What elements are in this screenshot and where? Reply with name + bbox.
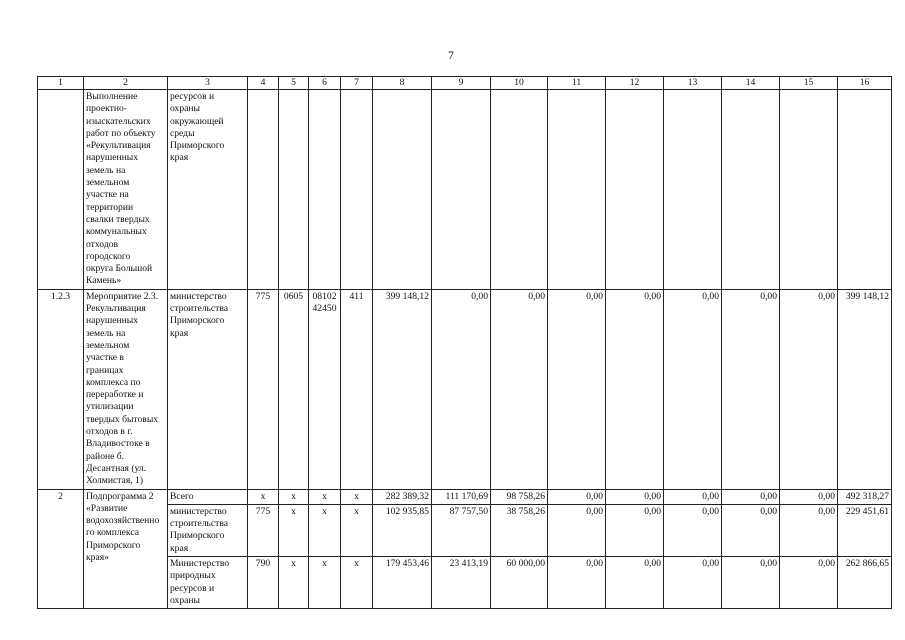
cell-empty xyxy=(341,90,373,290)
col-header-11: 11 xyxy=(548,77,606,90)
col-header-16: 16 xyxy=(838,77,892,90)
cell-amount-8: 282 389,32 xyxy=(373,489,432,504)
cell-amount-12: 0,00 xyxy=(606,289,664,489)
table-row-2-total xyxy=(38,489,892,504)
cell-amount-8: 102 935,85 xyxy=(373,504,432,556)
page-number: 7 xyxy=(448,48,454,62)
cell-section: х xyxy=(279,556,309,608)
col-header-15: 15 xyxy=(780,77,838,90)
col-header-12: 12 xyxy=(606,77,664,90)
col-header-13: 13 xyxy=(664,77,722,90)
col-header-2: 2 xyxy=(84,77,168,90)
col-header-7: 7 xyxy=(341,77,373,90)
cell-amount-15: 0,00 xyxy=(780,289,838,489)
cell-amount-15: 0,00 xyxy=(780,504,838,556)
column-number-row xyxy=(38,77,892,90)
cell-grbs: х xyxy=(248,489,279,504)
cell-empty xyxy=(780,90,838,290)
cell-grbs: 790 xyxy=(248,556,279,608)
cell-grbs: 775 xyxy=(248,504,279,556)
cell-amount-9: 111 170,69 xyxy=(432,489,491,504)
cell-amount-9: 0,00 xyxy=(432,289,491,489)
cell-empty xyxy=(722,90,780,290)
cell-section: х xyxy=(279,504,309,556)
cell-section: 0605 xyxy=(279,289,309,489)
cell-amount-14: 0,00 xyxy=(722,289,780,489)
cell-empty xyxy=(373,90,432,290)
cell-amount-12: 0,00 xyxy=(606,489,664,504)
cell-empty xyxy=(838,90,892,290)
col-header-6: 6 xyxy=(309,77,341,90)
cell-expense-type: 411 xyxy=(341,289,373,489)
cell-amount-14: 0,00 xyxy=(722,504,780,556)
cell-expense-type: х xyxy=(341,489,373,504)
cell-empty xyxy=(279,90,309,290)
cell-amount-15: 0,00 xyxy=(780,556,838,608)
cell-executor: ресурсов и охраны окружающей среды Приморского края xyxy=(168,90,248,290)
cell-amount-16: 229 451,61 xyxy=(838,504,892,556)
cell-amount-14: 0,00 xyxy=(722,489,780,504)
cell-amount-8: 399 148,12 xyxy=(373,289,432,489)
col-header-10: 10 xyxy=(491,77,548,90)
cell-amount-14: 0,00 xyxy=(722,556,780,608)
cell-amount-10: 0,00 xyxy=(491,289,548,489)
cell-empty xyxy=(309,90,341,290)
cell-amount-11: 0,00 xyxy=(548,504,606,556)
table-row-1-2-3 xyxy=(38,289,892,489)
cell-amount-15: 0,00 xyxy=(780,489,838,504)
col-header-3: 3 xyxy=(168,77,248,90)
col-header-4: 4 xyxy=(248,77,279,90)
cell-amount-10: 98 758,26 xyxy=(491,489,548,504)
cell-empty xyxy=(664,90,722,290)
col-header-5: 5 xyxy=(279,77,309,90)
cell-target-article: х xyxy=(309,489,341,504)
cell-amount-12: 0,00 xyxy=(606,556,664,608)
cell-executor: Всего xyxy=(168,489,248,504)
cell-target-article: 08102 42450 xyxy=(309,289,341,489)
cell-amount-16: 399 148,12 xyxy=(838,289,892,489)
cell-amount-16: 262 866,65 xyxy=(838,556,892,608)
cell-measure-name: Мероприятие 2.3. Рекультивация нарушенных земель на земельном участке в границах комплекса по переработке и утилизации твердых бытовых отходов в г. Владивостоке в районе б. Десантная (ул. Холмистая, 1) xyxy=(84,289,168,489)
cell-amount-11: 0,00 xyxy=(548,556,606,608)
cell-measure-name: Выполнение проектно- изыскательских работ по объекту «Рекультивация нарушенных земель на земельном участке на территории свалки твердых коммунальных отходов городского округа Большой Камень» xyxy=(84,90,168,290)
cell-num: 1.2.3 xyxy=(38,289,84,489)
cell-expense-type: х xyxy=(341,556,373,608)
cell-executor: министерство строительства Приморского края xyxy=(168,289,248,489)
cell-target-article: х xyxy=(309,556,341,608)
cell-amount-13: 0,00 xyxy=(664,504,722,556)
cell-empty xyxy=(491,90,548,290)
cell-amount-10: 38 758,26 xyxy=(491,504,548,556)
cell-subprogram-name: Подпрограмма 2 «Развитие водохозяйственно го комплекса Приморского края» xyxy=(84,489,168,609)
cell-amount-13: 0,00 xyxy=(664,556,722,608)
cell-amount-8: 179 453,46 xyxy=(373,556,432,608)
cell-target-article: х xyxy=(309,504,341,556)
budget-table xyxy=(37,76,892,609)
cell-amount-13: 0,00 xyxy=(664,489,722,504)
cell-empty xyxy=(548,90,606,290)
cell-executor: министерство строительства Приморского края xyxy=(168,504,248,556)
cell-executor: Министерство природных ресурсов и охраны xyxy=(168,556,248,608)
cell-amount-11: 0,00 xyxy=(548,489,606,504)
cell-empty xyxy=(606,90,664,290)
cell-empty xyxy=(432,90,491,290)
col-header-8: 8 xyxy=(373,77,432,90)
cell-amount-9: 87 757,50 xyxy=(432,504,491,556)
cell-num: 2 xyxy=(38,489,84,609)
cell-amount-10: 60 000,00 xyxy=(491,556,548,608)
cell-amount-9: 23 413,19 xyxy=(432,556,491,608)
cell-amount-12: 0,00 xyxy=(606,504,664,556)
col-header-9: 9 xyxy=(432,77,491,90)
cell-empty xyxy=(248,90,279,290)
table-row-continued xyxy=(38,90,892,290)
cell-expense-type: х xyxy=(341,504,373,556)
col-header-1: 1 xyxy=(38,77,84,90)
cell-grbs: 775 xyxy=(248,289,279,489)
cell-amount-11: 0,00 xyxy=(548,289,606,489)
cell-num xyxy=(38,90,84,290)
cell-amount-13: 0,00 xyxy=(664,289,722,489)
col-header-14: 14 xyxy=(722,77,780,90)
cell-amount-16: 492 318,27 xyxy=(838,489,892,504)
cell-section: х xyxy=(279,489,309,504)
